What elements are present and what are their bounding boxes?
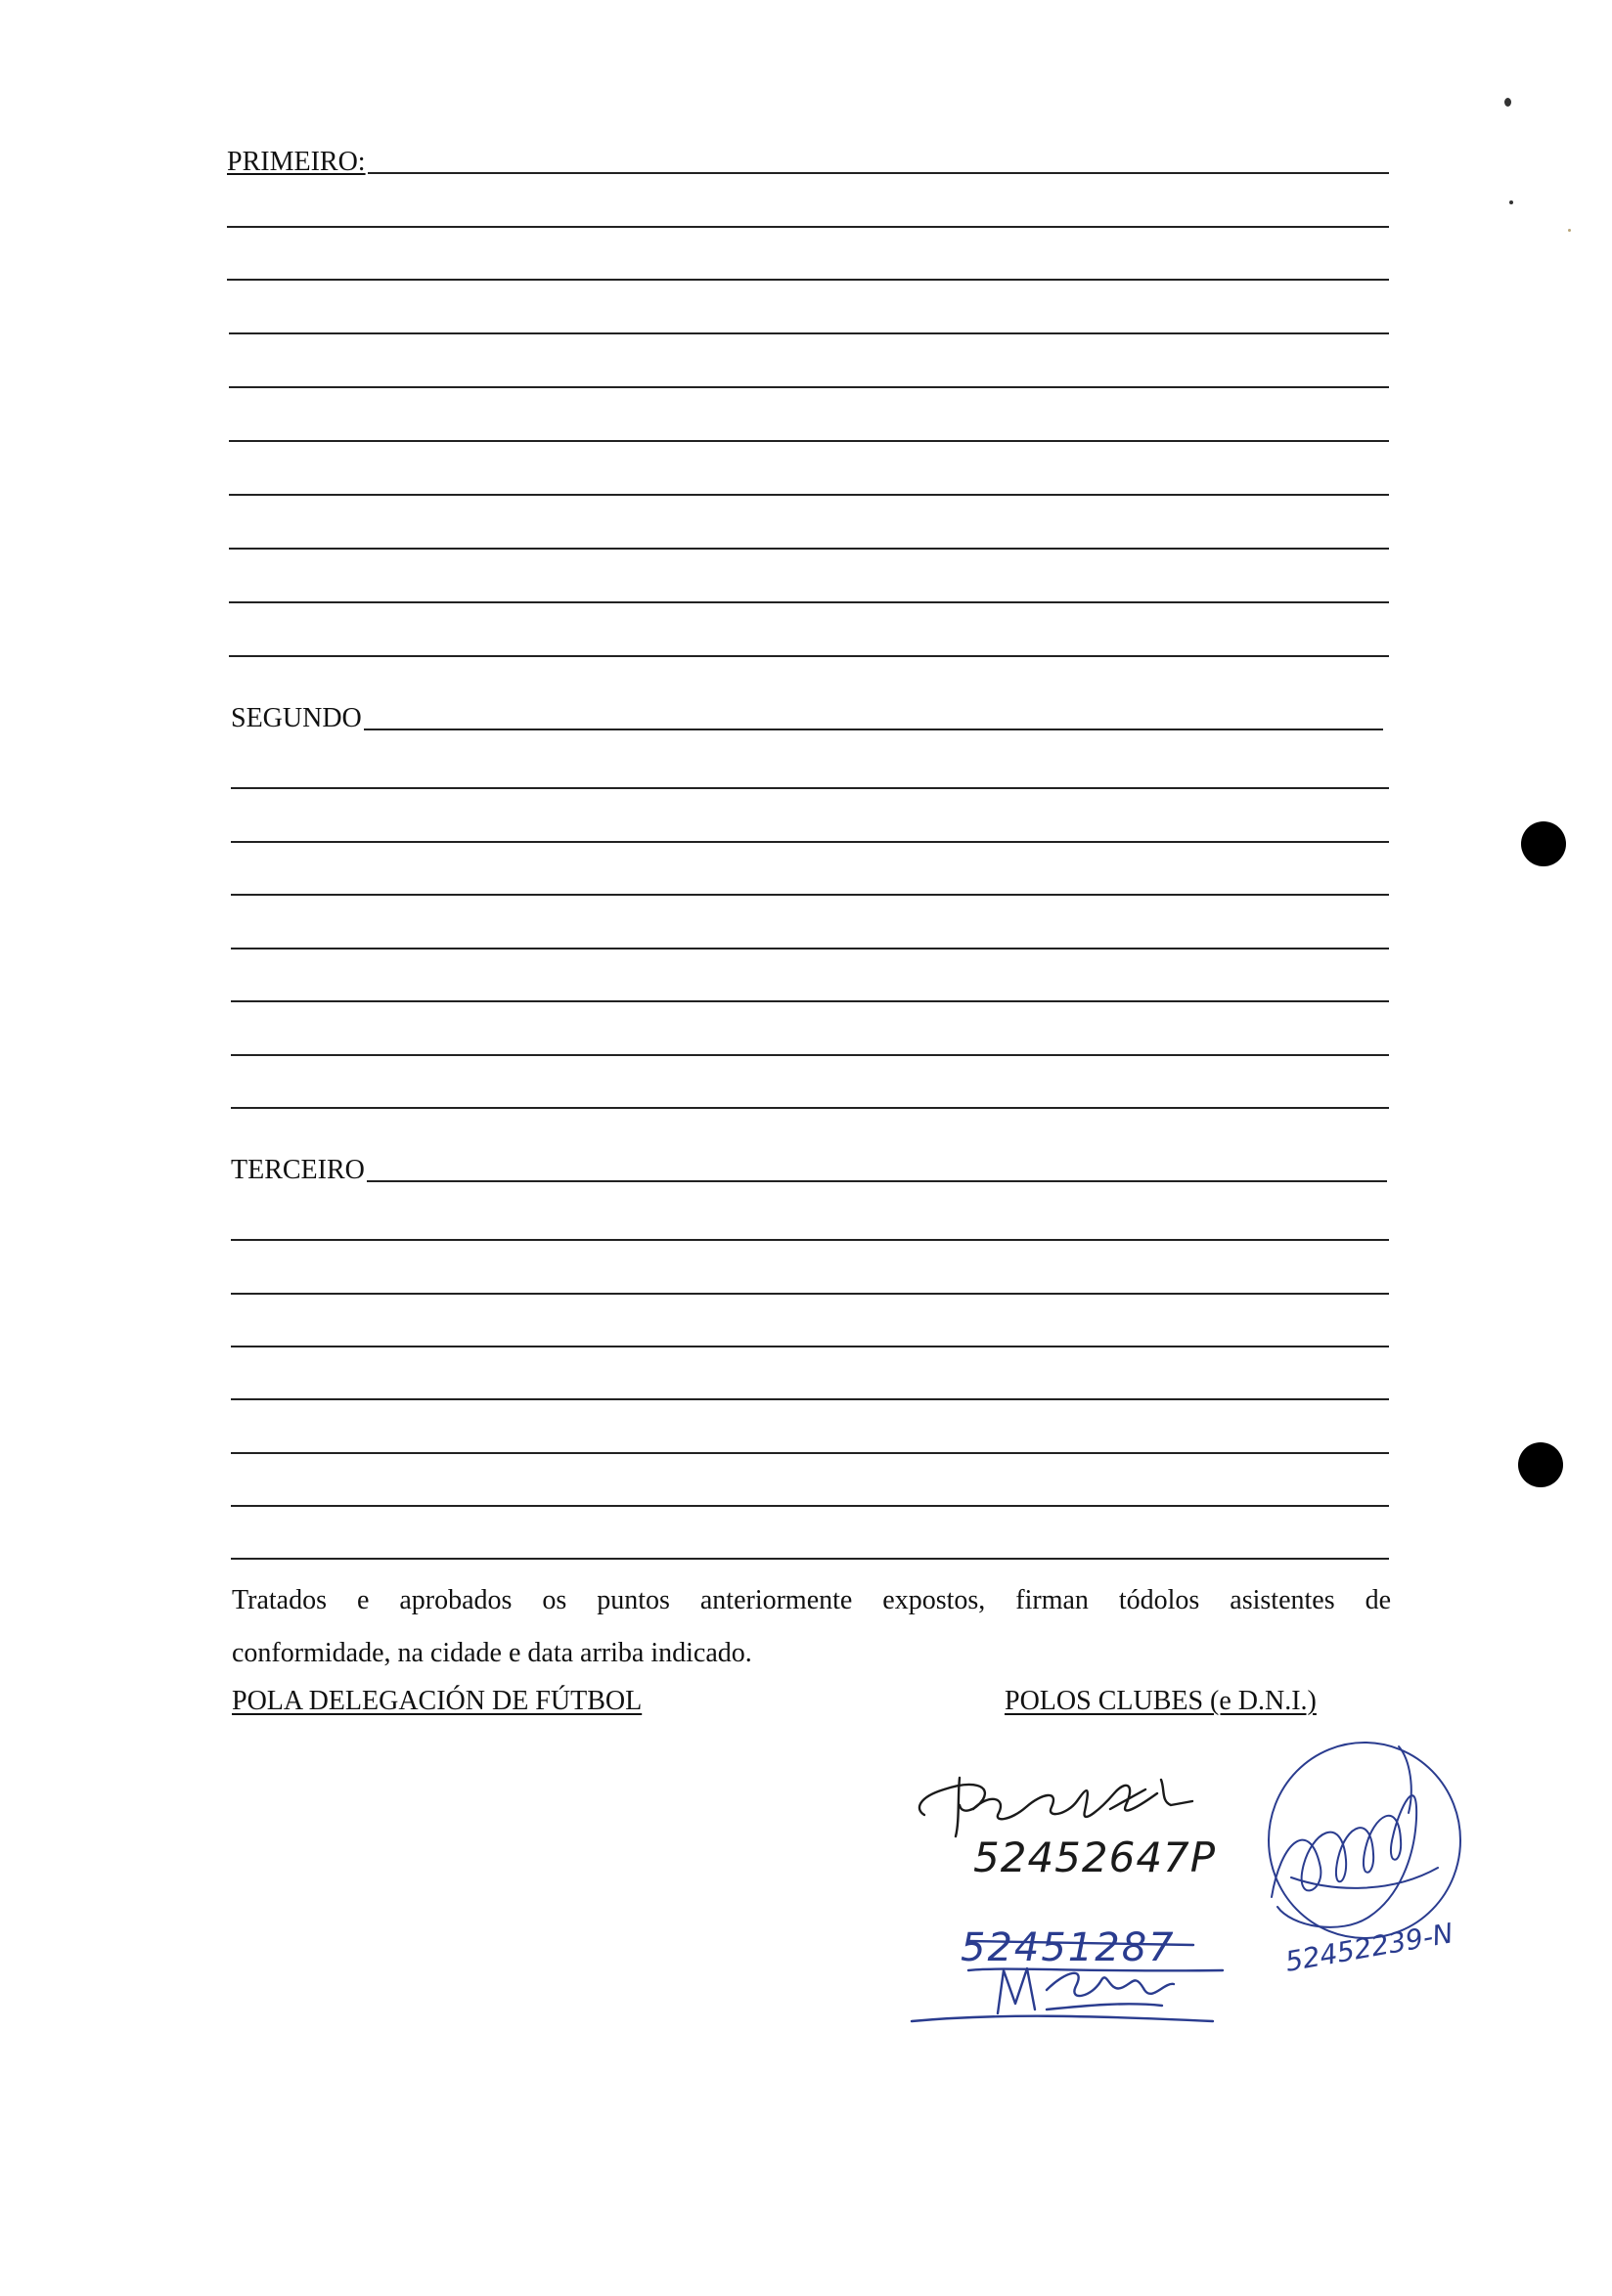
punch-hole-bottom (1518, 1442, 1563, 1487)
signature-1 (905, 1750, 1228, 1897)
primeiro-line (227, 226, 1389, 228)
terceiro-line (231, 1398, 1389, 1400)
segundo-line (231, 787, 1389, 789)
scan-speck (1509, 200, 1513, 204)
punch-hole-top (1521, 821, 1566, 866)
closing-line-2: conformidade, na cidade e data arriba indicado. (232, 1638, 752, 1668)
primeiro-label: PRIMEIRO: (227, 147, 366, 177)
terceiro-line (231, 1452, 1389, 1454)
primeiro-line (229, 601, 1389, 603)
terceiro-line (231, 1558, 1389, 1560)
terceiro-label-row (231, 1153, 1387, 1186)
delegation-signature-label: POLA DELEGACIÓN DE FÚTBOL (232, 1686, 643, 1716)
signature-3 (1252, 1731, 1487, 1985)
segundo-line (231, 1107, 1389, 1109)
signature-3-dni: 52452239-N (1282, 1917, 1456, 1978)
primeiro-label-row (227, 145, 1389, 178)
segundo-first-line (364, 729, 1383, 730)
primeiro-line (229, 332, 1389, 334)
segundo-line (231, 948, 1389, 949)
segundo-label: SEGUNDO (231, 703, 362, 733)
segundo-line (231, 1000, 1389, 1002)
scan-speck (1568, 229, 1571, 232)
segundo-line (231, 841, 1389, 843)
terceiro-line (231, 1239, 1389, 1241)
terceiro-line (231, 1346, 1389, 1347)
primeiro-line (229, 548, 1389, 550)
scan-speck (1504, 98, 1511, 107)
segundo-line (231, 1054, 1389, 1056)
primeiro-line (227, 279, 1389, 281)
segundo-label-row (231, 701, 1383, 734)
signature-1-dni: 52452647P (973, 1833, 1217, 1881)
terceiro-label: TERCEIRO (231, 1155, 365, 1185)
closing-line-1: Tratados e aprobados os puntos anteriormente expostos, firman tódolos asistentes de (232, 1585, 1391, 1615)
closing-paragraph (232, 1574, 1391, 1680)
segundo-line (231, 894, 1389, 896)
signature-2 (900, 1912, 1232, 2049)
terceiro-first-line (367, 1180, 1387, 1182)
primeiro-line (229, 386, 1389, 388)
primeiro-line (229, 494, 1389, 496)
terceiro-line (231, 1505, 1389, 1507)
signature-2-dni: 52451287 (961, 1925, 1176, 1970)
primeiro-line (229, 440, 1389, 442)
primeiro-first-line (368, 172, 1389, 174)
terceiro-line (231, 1293, 1389, 1295)
primeiro-line (229, 655, 1389, 657)
clubs-signature-label: POLOS CLUBES (e D.N.I.) (1005, 1686, 1317, 1716)
